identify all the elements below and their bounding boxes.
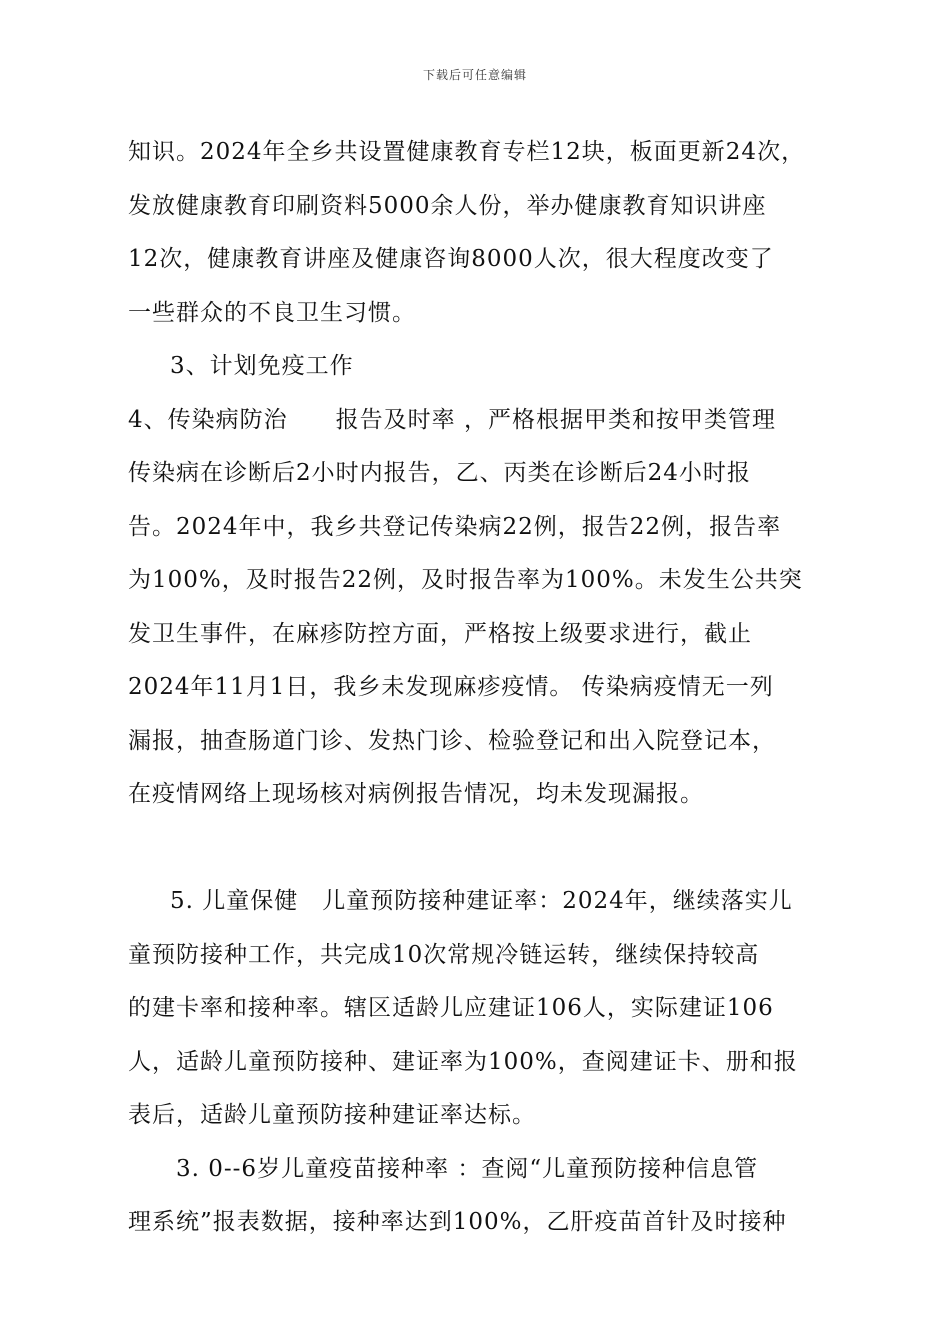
paragraph-line: 发放健康教育印刷资料5000余人份，举办健康教育知识讲座: [128, 192, 767, 219]
paragraph-line: 一些群众的不良卫生习惯。: [128, 299, 416, 326]
section-heading: 5. 儿童保健 儿童预防接种建证率：2024年，继续落实儿: [170, 888, 793, 914]
paragraph-line: 发卫生事件，在麻疹防控方面，严格按上级要求进行，截止: [128, 620, 752, 647]
paragraph-line: 12次，健康教育讲座及健康咨询8000人次，很大程度改变了: [128, 246, 774, 272]
paragraph-line: 知识。2024年全乡共设置健康教育专栏12块，板面更新24次，: [128, 139, 806, 165]
paragraph-line: 表后，适龄儿童预防接种建证率达标。: [128, 1102, 536, 1128]
section-heading: 3、计划免疫工作: [170, 353, 354, 379]
paragraph-line: 在疫情网络上现场核对病例报告情况，均未发现漏报。: [128, 781, 704, 807]
paragraph-line: 理系统”报表数据，接种率达到100%，乙肝疫苗首针及时接种: [128, 1209, 787, 1235]
section-heading: 3. 0--6岁儿童疫苗接种率 ：查阅“儿童预防接种信息管: [176, 1155, 759, 1182]
paragraph-line: 传染病在诊断后2小时内报告，乙、丙类在诊断后24小时报: [128, 460, 751, 486]
paragraph-line: 漏报，抽查肠道门诊、发热门诊、检验登记和出入院登记本，: [128, 727, 776, 754]
paragraph-line: 告。2024年中，我乡共登记传染病22例，报告22例，报告率: [128, 513, 782, 540]
section-heading: 4、传染病防治 报告及时率 ，严格根据甲类和按甲类管理: [128, 406, 776, 433]
paragraph-line: 童预防接种工作，共完成10次常规冷链运转，继续保持较高: [128, 941, 760, 968]
blank-line: [128, 836, 828, 861]
document-body: [128, 140, 828, 1264]
page-header: 下载后可任意编辑: [422, 68, 527, 82]
paragraph-line: 的建卡率和接种率。辖区适龄儿应建证106人，实际建证106: [128, 995, 774, 1021]
paragraph-line: 为100%，及时报告22例，及时报告率为100%。未发生公共突: [128, 567, 803, 593]
paragraph-line: 人，适龄儿童预防接种、建证率为100%，查阅建证卡、册和报: [128, 1048, 798, 1075]
paragraph-line: 2024年11月1日，我乡未发现麻疹疫情。 传染病疫情无一列: [128, 674, 774, 700]
